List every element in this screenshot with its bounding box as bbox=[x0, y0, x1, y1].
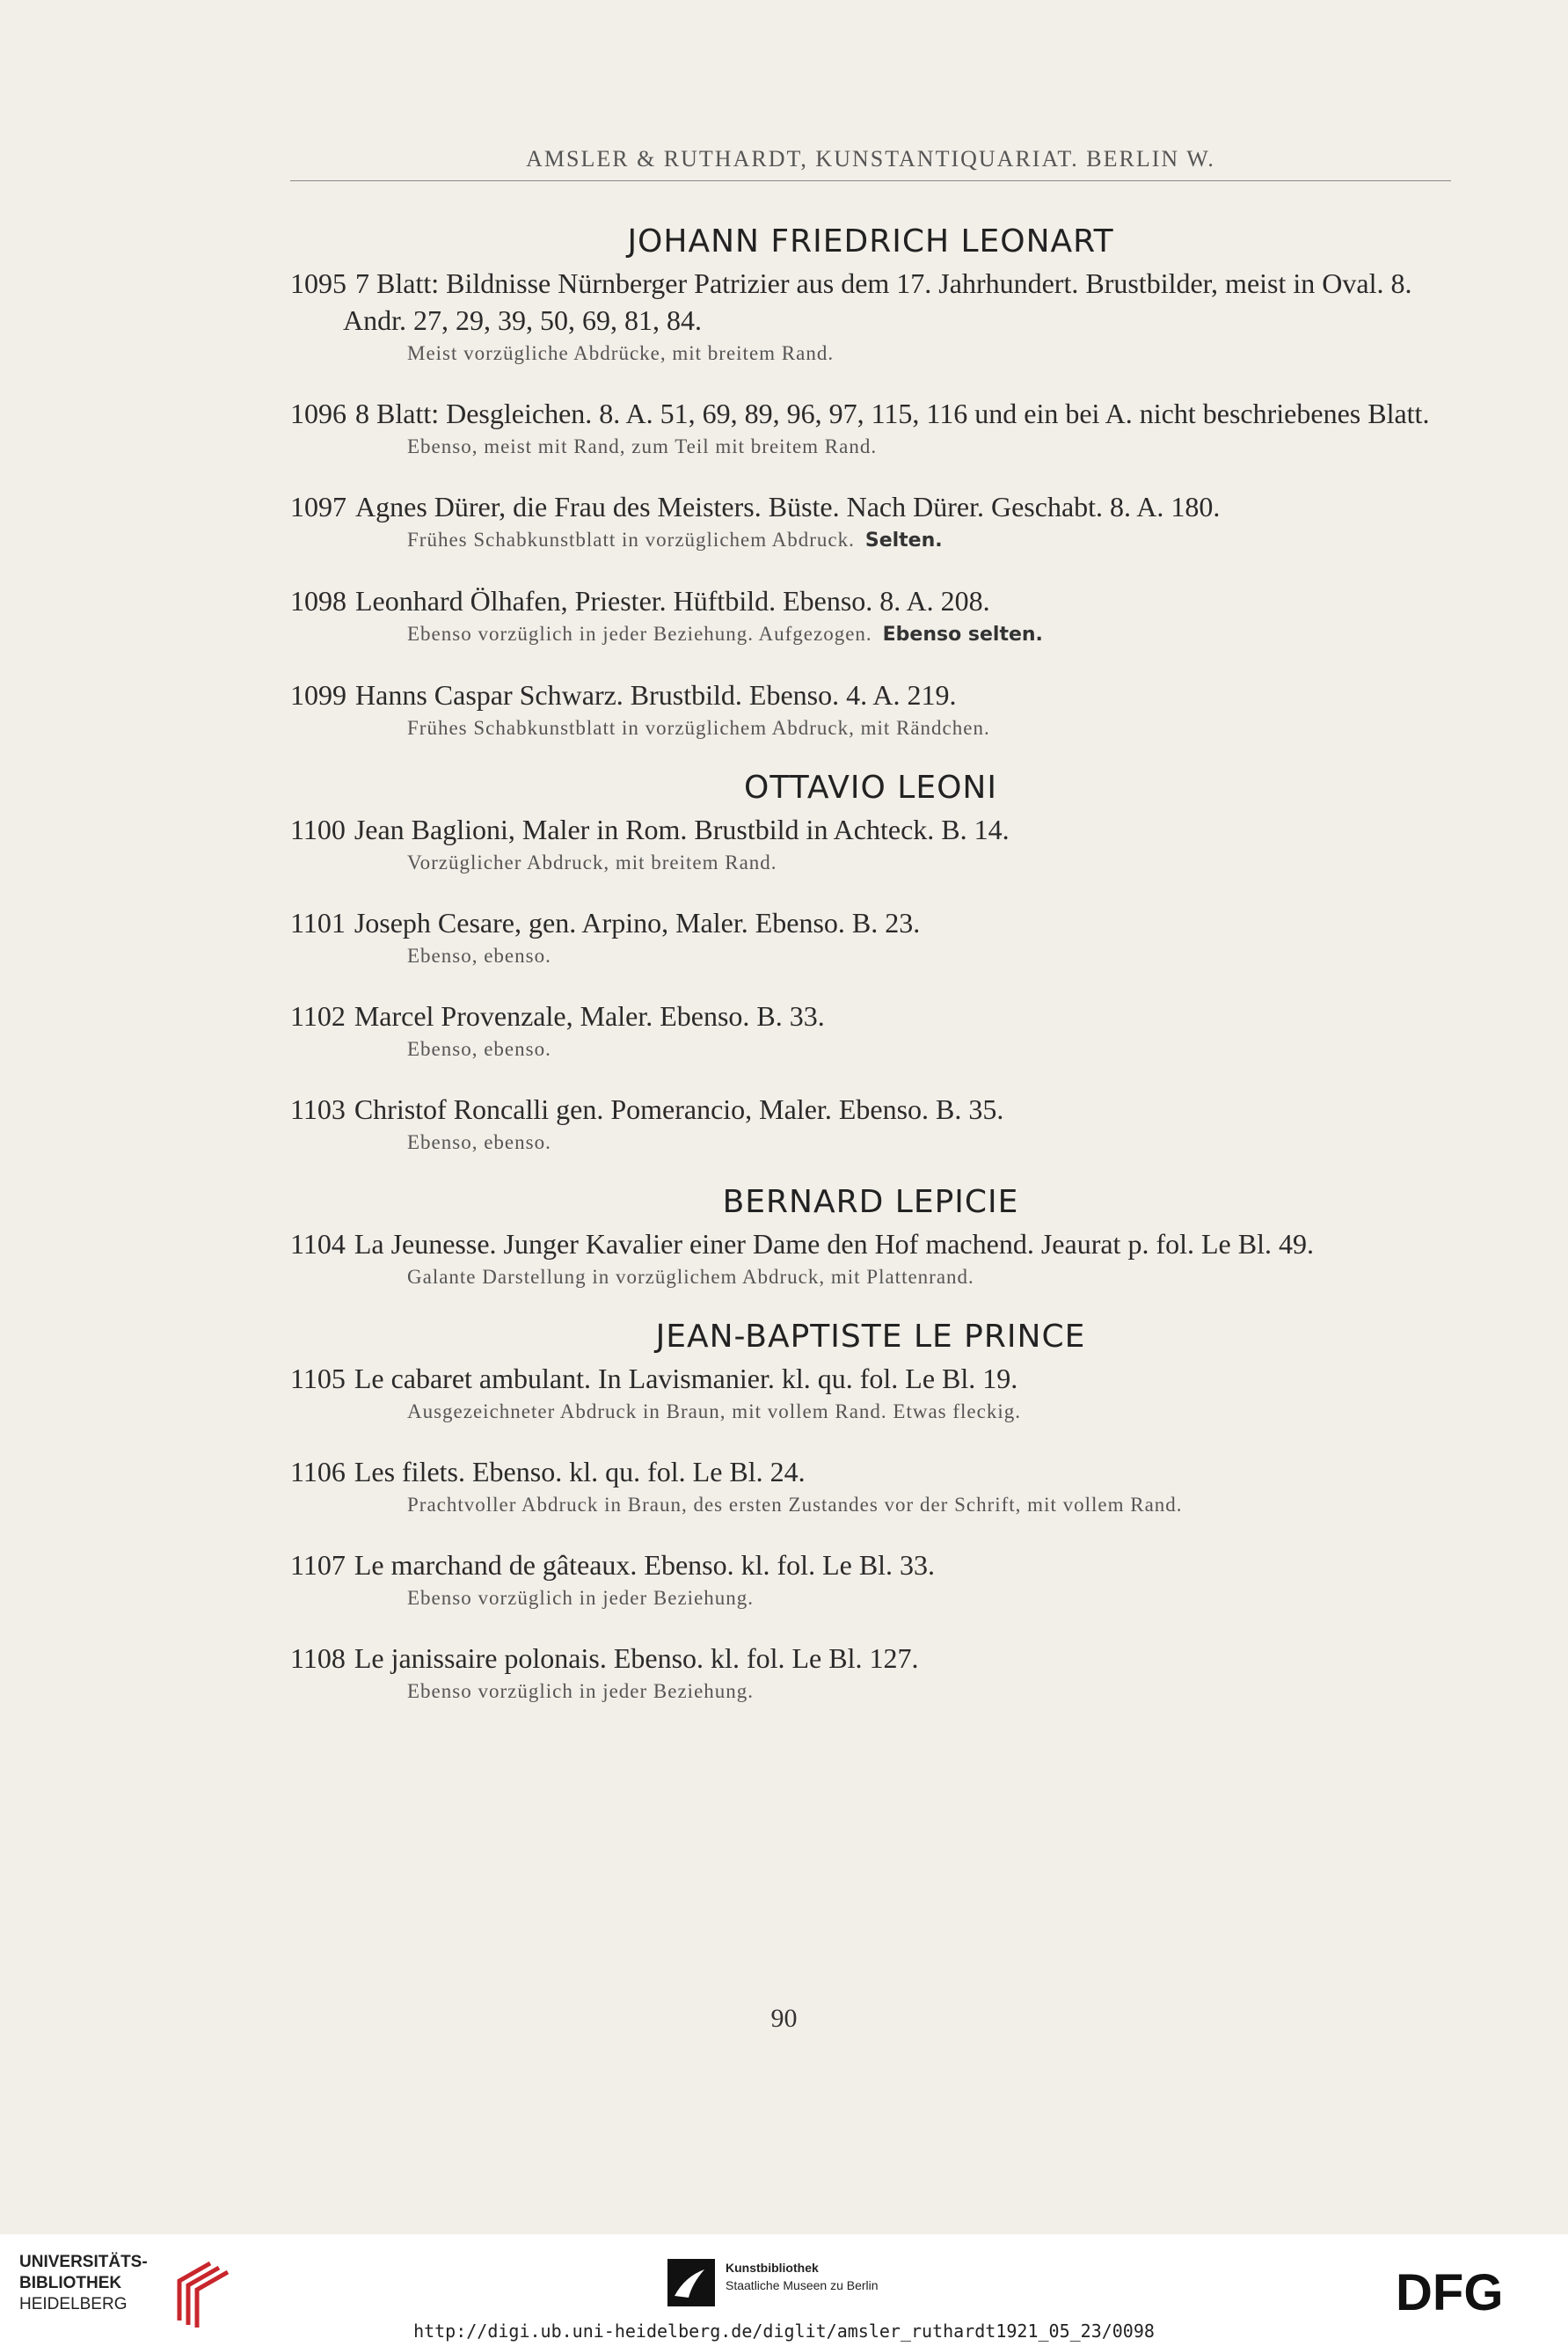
condition-text: Vorzüglicher Abdruck, mit breitem Rand. bbox=[407, 851, 777, 873]
entry-title: Christof Roncalli gen. Pomerancio, Maler. Ebenso. B. 35. bbox=[354, 1093, 1004, 1125]
catalog-entry bbox=[290, 1091, 1451, 1158]
entry-condition-note bbox=[290, 1583, 1451, 1613]
entry-description bbox=[290, 1360, 1451, 1397]
catalog-entry bbox=[290, 1640, 1451, 1707]
condition-text: Galante Darstellung in vorzüglichem Abdruck, mit Plattenrand. bbox=[407, 1266, 974, 1288]
university-library-logo[interactable] bbox=[19, 2252, 248, 2331]
catalog-entry bbox=[290, 998, 1451, 1064]
entry-description bbox=[290, 811, 1451, 848]
entry-number: 1101 bbox=[290, 907, 346, 939]
entry-description bbox=[290, 1225, 1451, 1262]
entry-description bbox=[290, 265, 1451, 339]
condition-text: Meist vorzügliche Abdrücke, mit breitem Rand. bbox=[407, 342, 835, 364]
entry-number: 1107 bbox=[290, 1549, 346, 1581]
entry-number: 1102 bbox=[290, 1000, 346, 1032]
condition-text: Ebenso, meist mit Rand, zum Teil mit breitem Rand. bbox=[407, 435, 878, 457]
catalog-entry bbox=[290, 1453, 1451, 1520]
entry-description bbox=[290, 1091, 1451, 1128]
catalog-content bbox=[290, 204, 1451, 1733]
entry-condition-note bbox=[290, 1677, 1451, 1707]
entry-condition-note bbox=[290, 432, 1451, 462]
entry-number: 1105 bbox=[290, 1363, 346, 1394]
page-number: 90 bbox=[770, 2004, 798, 2033]
entry-title: Le cabaret ambulant. In Lavismanier. kl. qu. fol. Le Bl. 19. bbox=[354, 1363, 1018, 1394]
dfg-logo-text: DFG bbox=[1396, 2266, 1504, 2315]
entry-description bbox=[290, 488, 1451, 525]
artist-heading: BERNARD LEPICIE bbox=[722, 1184, 1019, 1220]
kunstbibliothek-logo[interactable] bbox=[666, 2257, 879, 2310]
kb-subtitle: Staatliche Museen zu Berlin bbox=[726, 2278, 879, 2292]
library-name-line1: UNIVERSITÄTS- bbox=[19, 2253, 148, 2271]
entry-title: La Jeunesse. Junger Kavalier einer Dame den Hof machend. Jeaurat p. fol. Le Bl. 49. bbox=[354, 1228, 1314, 1260]
entry-number: 1097 bbox=[290, 491, 346, 523]
entry-description bbox=[290, 998, 1451, 1034]
entry-description bbox=[290, 395, 1451, 432]
entry-title: 8 Blatt: Desgleichen. 8. A. 51, 69, 89, 96, 97, 115, 116 und ein bei A. nicht beschriebenes Blatt. bbox=[355, 398, 1430, 429]
entry-title: Le marchand de gâteaux. Ebenso. kl. fol. Le Bl. 33. bbox=[354, 1549, 936, 1581]
entry-description bbox=[290, 904, 1451, 941]
entry-title: Joseph Cesare, gen. Arpino, Maler. Ebenso. B. 23. bbox=[354, 907, 921, 939]
condition-text: Ebenso vorzüglich in jeder Beziehung. Aufgezogen. bbox=[407, 623, 872, 645]
dfg-logo[interactable] bbox=[1394, 2266, 1548, 2315]
condition-text: Ebenso vorzüglich in jeder Beziehung. bbox=[407, 1587, 755, 1609]
entry-title: 7 Blatt: Bildnisse Nürnberger Patrizier aus dem 17. Jahrhundert. Brustbilder, meist in Oval. 8. Andr. 27, 29, 39, 50, 69, 81, 84. bbox=[343, 267, 1412, 336]
entry-condition-note bbox=[290, 1490, 1451, 1520]
entry-condition-note bbox=[290, 713, 1451, 743]
library-name-line3: HEIDELBERG bbox=[19, 2295, 128, 2313]
catalog-entry bbox=[290, 1546, 1451, 1613]
entry-title: Jean Baglioni, Maler in Rom. Brustbild in Achteck. B. 14. bbox=[354, 814, 1010, 845]
entry-condition-note bbox=[290, 339, 1451, 369]
condition-text: Prachtvoller Abdruck in Braun, des ersten Zustandes vor der Schrift, mit vollem Rand. bbox=[407, 1494, 1183, 1516]
condition-text: Ebenso, ebenso. bbox=[407, 1131, 551, 1153]
library-emblem-icon bbox=[162, 2259, 241, 2329]
entry-number: 1106 bbox=[290, 1456, 346, 1487]
entry-description bbox=[290, 1546, 1451, 1583]
entry-condition-note bbox=[290, 1397, 1451, 1427]
entry-condition-note bbox=[290, 619, 1451, 650]
catalog-entry bbox=[290, 488, 1451, 556]
catalog-entry bbox=[290, 395, 1451, 462]
entry-number: 1104 bbox=[290, 1228, 346, 1260]
condition-text: Ausgezeichneter Abdruck in Braun, mit vollem Rand. Etwas fleckig. bbox=[407, 1400, 1021, 1422]
condition-text: Ebenso, ebenso. bbox=[407, 945, 551, 967]
catalog-entry bbox=[290, 904, 1451, 971]
entry-condition-note bbox=[290, 1262, 1451, 1292]
condition-text: Ebenso vorzüglich in jeder Beziehung. bbox=[407, 1680, 755, 1702]
entry-title: Leonhard Ölhafen, Priester. Hüftbild. Ebenso. 8. A. 208. bbox=[355, 585, 990, 617]
entry-number: 1103 bbox=[290, 1093, 346, 1125]
entry-condition-note bbox=[290, 941, 1451, 971]
catalog-entry bbox=[290, 265, 1451, 369]
rarity-note: Ebenso selten. bbox=[882, 624, 1043, 646]
entry-description bbox=[290, 582, 1451, 619]
artist-heading: JEAN-BAPTISTE LE PRINCE bbox=[655, 1319, 1086, 1355]
catalog-entry bbox=[290, 1360, 1451, 1427]
entry-number: 1108 bbox=[290, 1642, 346, 1674]
catalog-entry bbox=[290, 582, 1451, 650]
artist-heading: JOHANN FRIEDRICH LEONART bbox=[627, 223, 1114, 259]
header-rule bbox=[290, 180, 1451, 181]
entry-number: 1095 bbox=[290, 267, 346, 299]
entry-description bbox=[290, 1453, 1451, 1490]
condition-text: Frühes Schabkunstblatt in vorzüglichem Abdruck, mit Rändchen. bbox=[407, 717, 990, 739]
entry-number: 1099 bbox=[290, 679, 346, 711]
entry-condition-note bbox=[290, 525, 1451, 556]
library-name-line2: BIBLIOTHEK bbox=[19, 2274, 122, 2292]
catalog-entry bbox=[290, 676, 1451, 743]
entry-description bbox=[290, 1640, 1451, 1677]
entry-title: Marcel Provenzale, Maler. Ebenso. B. 33. bbox=[354, 1000, 825, 1032]
artist-heading: OTTAVIO LEONI bbox=[744, 770, 997, 806]
entry-title: Agnes Dürer, die Frau des Meisters. Büste. Nach Dürer. Geschabt. 8. A. 180. bbox=[355, 491, 1221, 523]
catalog-entry bbox=[290, 1225, 1451, 1292]
entry-condition-note bbox=[290, 848, 1451, 878]
viewer-footer bbox=[0, 2234, 1568, 2346]
entry-number: 1100 bbox=[290, 814, 346, 845]
entry-title: Hanns Caspar Schwarz. Brustbild. Ebenso. 4. A. 219. bbox=[355, 679, 957, 711]
entry-condition-note bbox=[290, 1128, 1451, 1158]
running-head: AMSLER & RUTHARDT, KUNSTANTIQUARIAT. BERLIN W. bbox=[526, 146, 1215, 172]
catalog-entry bbox=[290, 811, 1451, 878]
entry-description bbox=[290, 676, 1451, 713]
kb-title: Kunstbibliothek bbox=[726, 2261, 819, 2275]
entry-condition-note bbox=[290, 1034, 1451, 1064]
rarity-note: Selten. bbox=[864, 530, 943, 552]
entry-title: Le janissaire polonais. Ebenso. kl. fol. Le Bl. 127. bbox=[354, 1642, 919, 1674]
condition-text: Ebenso, ebenso. bbox=[407, 1038, 551, 1060]
kunstbibliothek-emblem-icon bbox=[666, 2257, 717, 2308]
condition-text: Frühes Schabkunstblatt in vorzüglichem Abdruck. bbox=[407, 529, 855, 551]
entry-number: 1098 bbox=[290, 585, 346, 617]
entry-number: 1096 bbox=[290, 398, 346, 429]
entry-title: Les filets. Ebenso. kl. qu. fol. Le Bl. 24. bbox=[354, 1456, 806, 1487]
permalink-url[interactable]: http://digi.ub.uni-heidelberg.de/diglit/amsler_ruthardt1921_05_23/0098 bbox=[413, 2320, 1155, 2342]
